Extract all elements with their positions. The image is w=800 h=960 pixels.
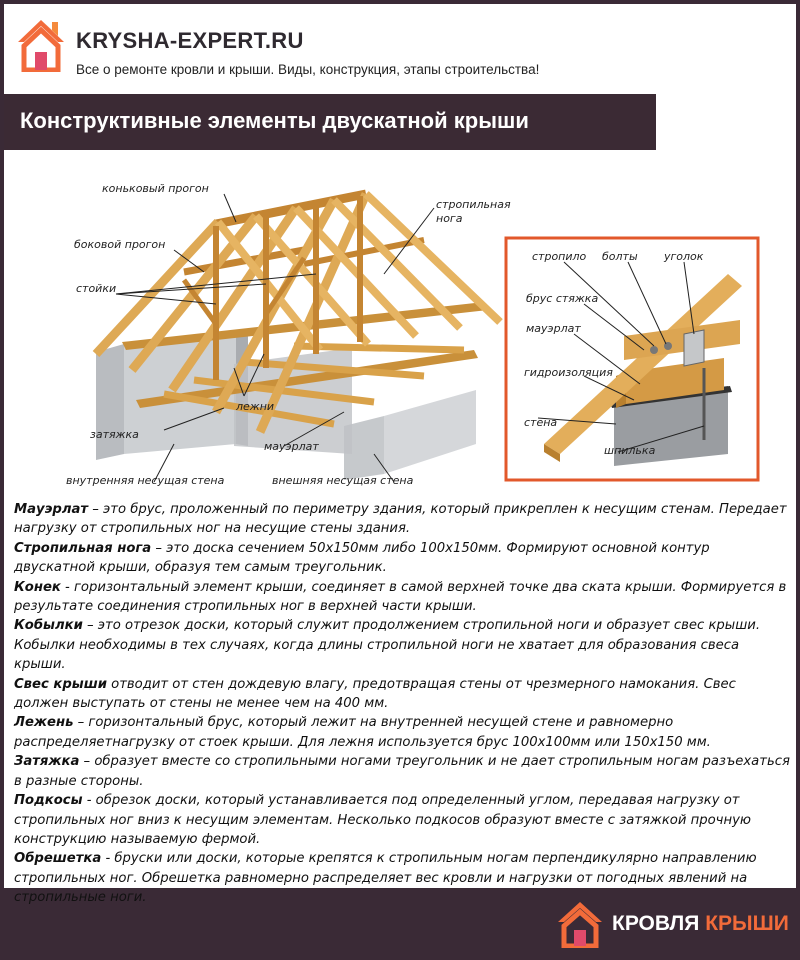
label-detail-wall: стена — [524, 416, 558, 429]
definition-term: Свес крыши — [14, 676, 107, 692]
definition-item — [14, 500, 790, 539]
definition-term: Лежень — [14, 715, 74, 731]
definition-item — [14, 616, 790, 674]
definition-text: – это доска сечением 50х150мм либо 100х150мм. Формируют основной контур двускатной крыши, образуя тем самым треугольник. — [14, 540, 710, 576]
definition-term: Затяжка — [14, 754, 80, 770]
label-detail-wall-plate: мауэрлат — [526, 322, 581, 335]
site-name[interactable]: KRYSHA-EXPERT.RU — [76, 28, 304, 53]
definition-term: Обрешетка — [14, 851, 102, 867]
label-posts: стойки — [76, 282, 117, 295]
definition-term: Конек — [14, 579, 61, 595]
footer-brand-part2: КРЫШИ — [705, 912, 789, 935]
label-rafter-leg-line1: стропильная — [436, 198, 511, 211]
label-detail-rafter: стропило — [532, 250, 587, 263]
label-detail-angle: уголок — [664, 250, 704, 263]
title-bar — [4, 94, 656, 150]
definition-text: – это брус, проложенный по периметру здания, который прикреплен к несущим стенам. Передает нагрузку от стропильных ног на несущие стены здания. — [14, 502, 787, 537]
definitions-list — [14, 500, 790, 908]
label-wall-plate: мауэрлат — [264, 440, 319, 453]
definition-item — [14, 539, 790, 578]
definition-text: – горизонтальный брус, который лежит на внутренней несущей стене и равномерно распределяетнагрузку от стоек крыши. Для лежня используется брус 100х100мм или 150х150 мм. — [14, 715, 711, 750]
site-tagline: Все о ремонте кровли и крыши. Виды, конструкция, этапы строительства! — [76, 62, 540, 77]
definition-item — [14, 849, 790, 907]
definition-item — [14, 675, 790, 714]
definition-term: Мауэрлат — [14, 502, 89, 517]
page-frame — [4, 4, 796, 906]
label-detail-stud: шпилька — [604, 444, 656, 457]
main-roof-illustration — [66, 182, 511, 487]
definition-text: – образует вместе со стропильными ногами треугольник и не дает стропильным ногам разъехаться в разные стороны. — [14, 754, 790, 789]
footer-brand[interactable] — [612, 912, 789, 936]
definition-item — [14, 791, 790, 849]
label-tie-beam: затяжка — [90, 428, 139, 441]
label-rafter-leg-line2: нога — [436, 212, 463, 225]
definition-term: Кобылки — [14, 618, 83, 634]
house-logo-icon — [16, 18, 66, 72]
page-title: Конструктивные элементы двускатной крыши — [20, 108, 529, 133]
label-detail-tie-bar: брус стяжка — [526, 292, 599, 305]
definition-text: - обрезок доски, который устанавливается под определенный углом, передавая нагрузку от стропильных ног вниз к несущим элементам. Несколько подкосов образуют вместе с затяжкой прочную конструкцию называемую фермой. — [14, 793, 752, 847]
label-sill-beams: лежни — [236, 400, 275, 413]
roof-diagram — [4, 154, 796, 490]
definition-item — [14, 752, 790, 791]
footer-house-logo-icon — [556, 900, 604, 948]
definition-term: Подкосы — [14, 793, 83, 809]
label-detail-bolts: болты — [602, 250, 638, 263]
definition-item — [14, 578, 790, 617]
label-external-wall: внешняя несущая стена — [272, 474, 414, 487]
label-internal-wall: внутренняя несущая стена — [66, 474, 225, 487]
definition-text: отводит от стен дождевую влагу, предотвращая стены от чрезмерного намокания. Свес должен выступать от стены не менее чем на 400 мм. — [14, 676, 736, 712]
label-side-purlin: боковой прогон — [74, 238, 166, 251]
footer-brand-part1: КРОВЛЯ — [612, 912, 700, 935]
definition-text: - бруски или доски, которые крепятся к стропильным ногам перпендикулярно направлению стропильных ног. Обрешетка равномерно распределяет вес кровли и нагрузки от погодных явлений на стропильные ноги. — [14, 851, 757, 906]
label-detail-waterproofing: гидроизоляция — [524, 366, 613, 379]
definition-term: Стропильная нога — [14, 540, 152, 556]
definition-text: - горизонтальный элемент крыши, соединяет в самой верхней точке два ската крыши. Формируется в результате соединения стропильных ног в верхней части крыши. — [14, 579, 787, 615]
definition-text: – это отрезок доски, который служит продолжением стропильной ноги и образует свес крыши. Кобылки необходимы в тех случаях, когда длины стропильной ноги не хватает для образования свеса крыши. — [14, 618, 761, 673]
definition-item — [14, 713, 790, 752]
detail-inset — [506, 238, 758, 480]
label-ridge-purlin: коньковый прогон — [102, 182, 209, 195]
